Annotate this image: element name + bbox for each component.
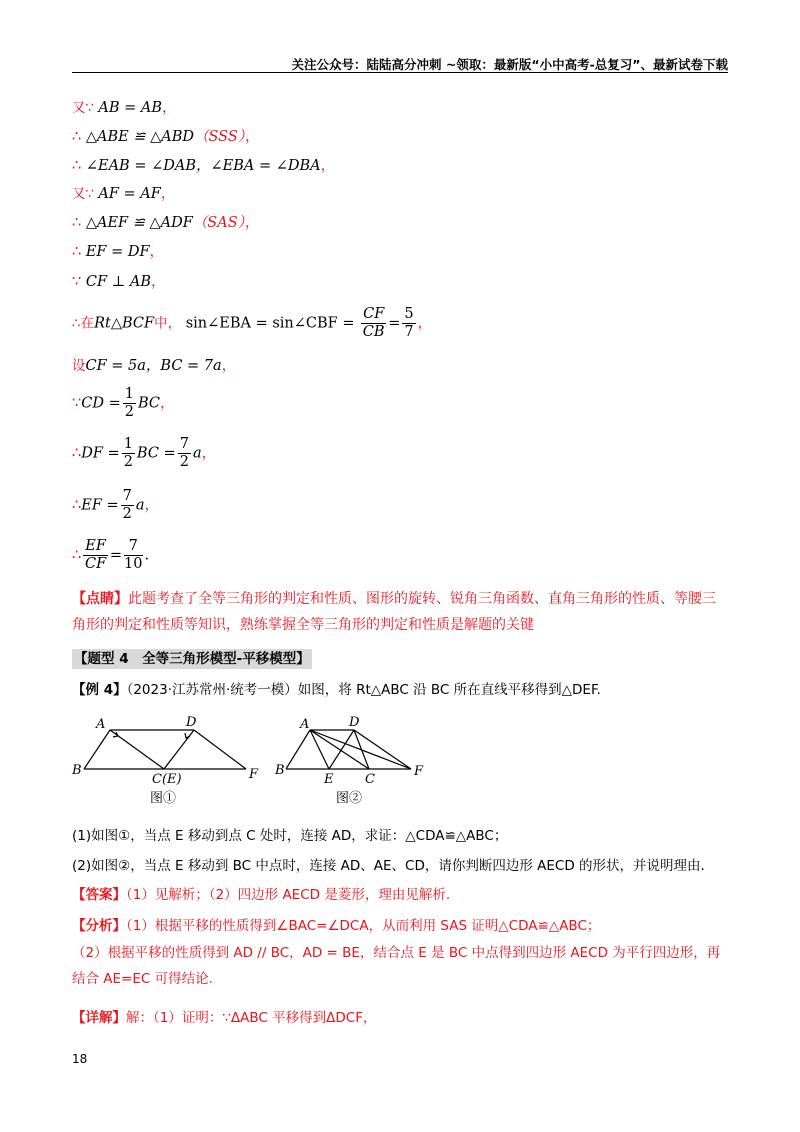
comment-tag: 【点睛】 xyxy=(72,591,128,607)
let-line xyxy=(72,356,236,376)
analysis-text-2: （2）根据平移的性质得到 AD // BC，AD = BE，结合点 E 是 BC 中点得到四边形 AECD 为平行四边形，再结合 AE=EC 可得结论. xyxy=(72,945,721,987)
fraction-5-7: $\frac{5}{7}$ xyxy=(404,306,414,340)
df-lhs: DF = xyxy=(81,445,120,462)
analysis-tag: 【分析】 xyxy=(72,918,126,934)
ratio-suffix: . xyxy=(144,547,150,564)
proof-prefix: ∴ xyxy=(72,129,86,145)
question-2: (2)如图②，当点 E 移动到 BC 中点时，连接 AD、AE、CD，请你判断四边形 AECD 的形状，并说明理由. xyxy=(72,858,705,874)
fig2-label-A: A xyxy=(300,717,310,732)
sine-suffix: ， xyxy=(417,315,433,332)
proof-suffix: ， xyxy=(160,186,176,202)
fig1-label-F: F xyxy=(249,767,259,782)
cd-line xyxy=(72,386,174,421)
df-mid: BC = xyxy=(136,445,176,462)
page-number: 18 xyxy=(72,1052,88,1066)
sine-mid: 中， xyxy=(154,315,182,332)
ef-lhs: EF = xyxy=(81,497,119,514)
equals-sign: = xyxy=(109,547,123,564)
fig1-caption: 图① xyxy=(150,791,177,806)
equals-sign: = xyxy=(388,315,401,332)
proof-prefix: ∵ xyxy=(72,274,86,290)
ratio-prefix: ∴ xyxy=(72,547,82,564)
fraction-7-10: $\frac{7}{10}$ xyxy=(124,538,143,572)
question-1: (1)如图①，当点 E 移动到点 C 处时，连接 AD，求证：△CDA≌△ABC； xyxy=(72,828,508,844)
proof-prefix: ∴ xyxy=(72,244,86,260)
example-line xyxy=(72,680,601,700)
proof-prefix: ∴ xyxy=(72,158,86,174)
proof-suffix: ， xyxy=(245,129,260,145)
proof-line-3 xyxy=(72,156,335,176)
page-header: 关注公众号：陆陆高分冲刺 ~领取：最新版“小中高考-总复习”、最新试卷下载 xyxy=(291,57,728,72)
detail-line xyxy=(72,1008,376,1028)
fig2-caption: 图② xyxy=(336,791,363,806)
proof-reason-tag: （SAS） xyxy=(192,215,245,231)
df-rhs: a xyxy=(192,445,202,462)
comment-block xyxy=(72,586,728,638)
proof-prefix: 又∵ xyxy=(72,100,99,116)
proof-suffix: ， xyxy=(150,274,166,290)
proof-prefix: 又∵ xyxy=(72,186,99,202)
sine-triangle: Rt△BCF xyxy=(94,315,155,332)
detail-text: 解：（1）证明：∵ΔABC 平移得到ΔDCF， xyxy=(126,1010,377,1026)
answer-line xyxy=(72,885,450,905)
figure-2 xyxy=(286,730,411,769)
proof-suffix: ， xyxy=(320,158,336,174)
ef-rhs: a xyxy=(135,497,145,514)
proof-prefix: ∴ xyxy=(72,215,86,231)
figure-1 xyxy=(84,730,246,769)
fig1-label-CE: C(E) xyxy=(152,772,182,787)
proof-line-7 xyxy=(72,272,165,292)
sine-equation-line xyxy=(72,306,432,341)
proof-line-2 xyxy=(72,127,260,147)
proof-line-4 xyxy=(72,184,175,204)
proof-math: EF = DF xyxy=(85,244,150,260)
cd-lhs: CD = xyxy=(81,395,121,412)
fraction-1-2: $\frac{1}{2}$ xyxy=(123,436,133,470)
proof-math: △AEF ≌ △ADF xyxy=(85,215,193,231)
fig2-label-D: D xyxy=(349,715,360,730)
detail-tag: 【详解】 xyxy=(72,1010,126,1026)
fig1-label-D: D xyxy=(186,715,197,730)
sine-expression: sin∠EBA = sin∠CBF = xyxy=(185,315,355,332)
cd-prefix: ∵ xyxy=(72,395,82,412)
section-title: 【题型 4 全等三角形模型-平移模型】 xyxy=(74,651,310,667)
fig2-label-F: F xyxy=(414,764,424,779)
proof-math: AB = AB xyxy=(98,100,163,116)
example-tag: 【例 4】 xyxy=(72,682,127,698)
let-prefix: 设 xyxy=(72,358,86,374)
fraction-ef-cf: $\frac{EF}{CF}$ xyxy=(84,538,107,572)
fig2-label-C: C xyxy=(365,772,375,787)
proof-reason-tag: （SSS） xyxy=(193,129,246,145)
cd-suffix: ， xyxy=(159,395,175,412)
df-prefix: ∴ xyxy=(72,445,82,462)
df-suffix: ， xyxy=(201,445,217,462)
let-suffix: ， xyxy=(221,358,237,374)
ef-line xyxy=(72,488,159,523)
answer-tag: 【答案】 xyxy=(72,887,126,903)
example-text: （2023·江苏常州·统考一模）如图，将 Rt△ABC 沿 BC 所在直线平移得到△DEF. xyxy=(126,682,601,698)
ef-prefix: ∴ xyxy=(72,497,82,514)
header-rule xyxy=(72,72,728,73)
proof-line-5 xyxy=(72,213,259,233)
proof-suffix: ， xyxy=(162,100,177,116)
answer-text: （1）见解析；（2）四边形 AECD 是菱形，理由见解析. xyxy=(126,887,451,903)
df-line xyxy=(72,436,216,471)
fig2-label-B: B xyxy=(275,763,285,778)
fig1-label-B: B xyxy=(72,763,82,778)
let-math: CF = 5a，BC = 7a xyxy=(85,358,222,374)
figures xyxy=(66,708,446,812)
ratio-line xyxy=(72,538,149,573)
ef-suffix: ， xyxy=(144,497,160,514)
proof-math: △ABE ≌ △ABD xyxy=(85,129,194,145)
sine-prefix: ∴在 xyxy=(72,315,95,332)
proof-math: ∠EAB = ∠DAB，∠EBA = ∠DBA xyxy=(85,158,321,174)
fraction-cf-cb: $\frac{CF}{CB}$ xyxy=(362,306,385,340)
proof-math: AF = AF xyxy=(98,186,161,202)
cd-rhs: BC xyxy=(137,395,160,412)
fraction-1-2: $\frac{1}{2}$ xyxy=(124,386,134,420)
proof-line-1 xyxy=(72,98,177,118)
fraction-7-2: $\frac{7}{2}$ xyxy=(122,488,132,522)
proof-suffix: ， xyxy=(244,215,260,231)
proof-suffix: ， xyxy=(149,244,165,260)
proof-line-6 xyxy=(72,242,164,262)
fraction-7-2: $\frac{7}{2}$ xyxy=(179,436,189,470)
comment-text: 此题考查了全等三角形的判定和性质、图形的旋转、锐角三角函数、直角三角形的性质、等腰三角形的判定和性质等知识，熟练掌握全等三角形的判定和性质是解题的关键 xyxy=(72,591,716,633)
analysis-text-1: （1）根据平移的性质得到∠BAC=∠DCA，从而利用 SAS 证明△CDA≌△ABC； xyxy=(126,918,601,934)
analysis-line-1 xyxy=(72,916,600,936)
proof-math: CF ⊥ AB xyxy=(85,274,151,290)
fig2-label-E: E xyxy=(324,772,334,787)
fig1-label-A: A xyxy=(96,717,106,732)
